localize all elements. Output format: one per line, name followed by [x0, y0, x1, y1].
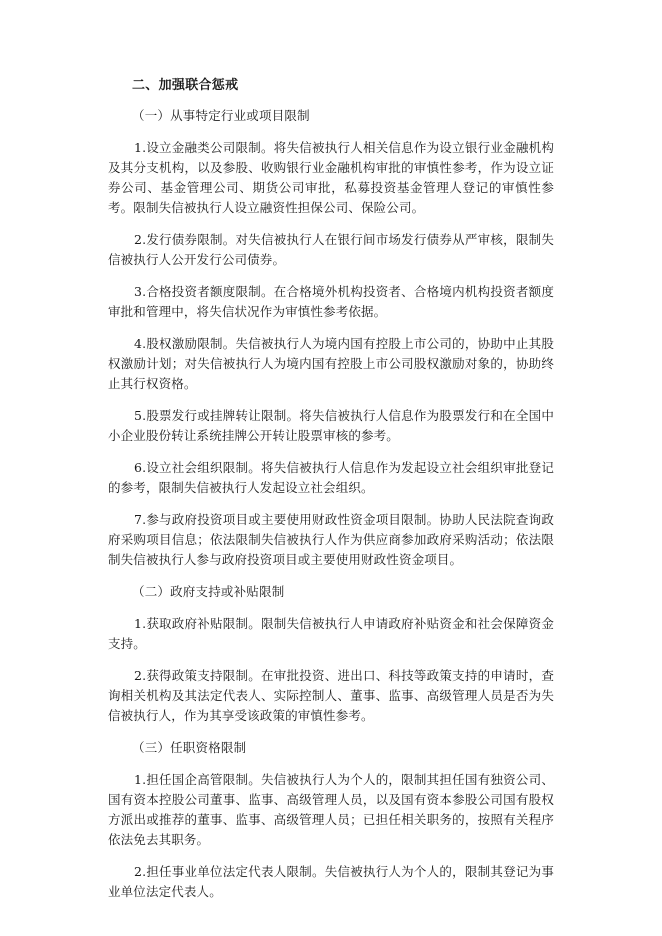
paragraph: 1.担任国企高管限制。失信被执行人为个人的，限制其担任国有独资公司、国有资本控股公司董事、监事、高级管理人员，以及国有资本参股公司国有股权方派出或推荐的董事、监事、高级管理人员；已担任相关职务的，按照有关程序依法免去其职务。: [108, 772, 554, 847]
subsection-title-2: （二）政府支持或补贴限制: [132, 584, 285, 599]
section-heading: 二、加强联合惩戒: [132, 78, 239, 93]
subsection-title-3: （三）任职资格限制: [132, 740, 247, 755]
paragraph: 2.担任事业单位法定代表人限制。失信被执行人为个人的，限制其登记为事业单位法定代表人。: [108, 864, 554, 899]
paragraph: 2.获得政策支持限制。在审批投资、进出口、科技等政策支持的申请时，查询相关机构及其法定代表人、实际控制人、董事、监事、高级管理人员是否为失信被执行人，作为其享受该政策的审慎性参考。: [108, 668, 554, 723]
paragraph: 2.发行债券限制。对失信被执行人在银行间市场发行债券从严审核，限制失信被执行人公开发行公司债券。: [108, 232, 554, 267]
paragraph: 3.合格投资者额度限制。在合格境外机构投资者、合格境内机构投资者额度审批和管理中，将失信状况作为审慎性参考依据。: [108, 284, 554, 319]
paragraph: 5.股票发行或挂牌转让限制。将失信被执行人信息作为股票发行和在全国中小企业股份转让系统挂牌公开转让股票审核的参考。: [108, 408, 554, 443]
paragraph: 6.设立社会组织限制。将失信被执行人信息作为发起设立社会组织审批登记的参考，限制失信被执行人发起设立社会组织。: [108, 460, 554, 495]
paragraph: 7.参与政府投资项目或主要使用财政性资金项目限制。协助人民法院查询政府采购项目信息；依法限制失信被执行人作为供应商参加政府采购活动；依法限制失信被执行人参与政府投资项目或主要使用财政性资金项目。: [108, 512, 554, 567]
paragraph: 4.股权激励限制。失信被执行人为境内国有控股上市公司的，协助中止其股权激励计划；对失信被执行人为境内国有控股上市公司股权激励对象的，协助终止其行权资格。: [108, 336, 554, 391]
document-body: [108, 76, 554, 914]
paragraph: 1.获取政府补贴限制。限制失信被执行人申请政府补贴资金和社会保障资金支持。: [108, 616, 554, 651]
paragraph: 1.设立金融类公司限制。将失信被执行人相关信息作为设立银行业金融机构及其分支机构，以及参股、收购银行业金融机构审批的审慎性参考，作为设立证券公司、基金管理公司、期货公司审批，私募投资基金管理人登记的审慎性参考。限制失信被执行人设立融资性担保公司、保险公司。: [108, 140, 554, 215]
subsection-title-1: （一）从事特定行业或项目限制: [132, 108, 310, 123]
